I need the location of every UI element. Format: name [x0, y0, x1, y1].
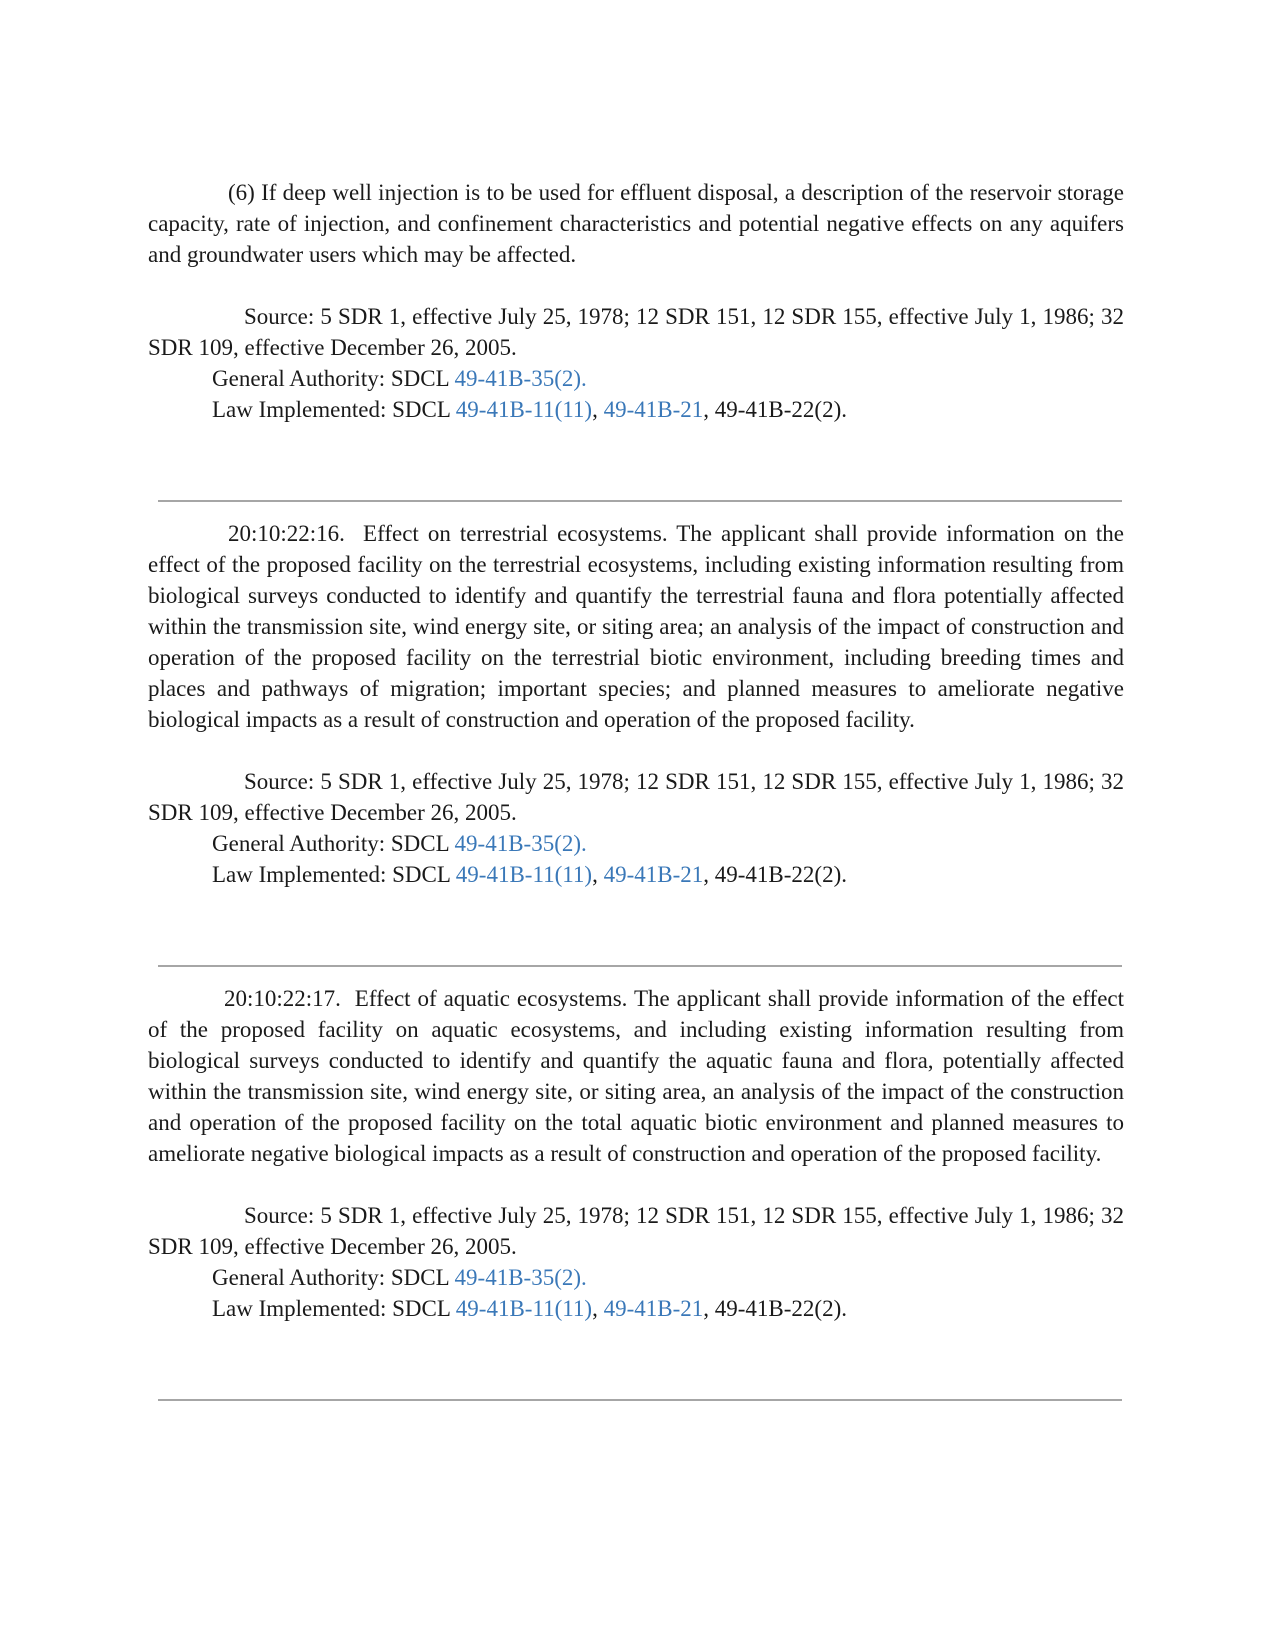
law-link-1[interactable]: 49-41B-11(11) — [455, 397, 593, 422]
law-separator: , — [592, 1296, 604, 1321]
intro-paragraph: (6) If deep well injection is to be used for effluent disposal, a description of the reservoir storage capacity, rate of injection, and confinement characteristics and potential negative effects on any aquifers and groundwater users which may be affected. — [148, 180, 1124, 267]
law-link-1[interactable]: 49-41B-11(11) — [455, 862, 593, 887]
section-divider — [158, 1399, 1122, 1401]
general-authority — [148, 363, 1124, 394]
document-page — [148, 177, 1124, 1401]
section-16-paragraph — [148, 518, 1124, 735]
law-implemented-label: Law Implemented: SDCL — [212, 862, 456, 887]
source-note: Source: 5 SDR 1, effective July 25, 1978; 12 SDR 151, 12 SDR 155, effective July 1, 1986; 32 SDR 109, effective December 26, 2005. — [148, 1203, 1124, 1259]
law-implemented — [148, 394, 1124, 425]
general-authority-link[interactable]: 49-41B-35(2). — [454, 831, 587, 856]
section-16-text: Effect on terrestrial ecosystems. The applicant shall provide information on the effect of the proposed facility on the terrestrial ecosystems, including existing information resulting from biological surveys conducted to identify and quantify the terrestrial fauna and flora potentially affected within the transmission site, wind energy site, or siting area; an analysis of the impact of construction and operation of the proposed facility on the terrestrial biotic environment, including breeding times and places and pathways of migration; important species; and planned measures to ameliorate negative biological impacts as a result of construction and operation of the proposed facility. — [148, 521, 1125, 732]
source-note: Source: 5 SDR 1, effective July 25, 1978; 12 SDR 151, 12 SDR 155, effective July 1, 1986; 32 SDR 109, effective December 26, 2005. — [148, 304, 1124, 360]
law-implemented-label: Law Implemented: SDCL — [212, 1296, 456, 1321]
general-authority-link[interactable]: 49-41B-35(2). — [454, 366, 587, 391]
general-authority — [148, 1262, 1124, 1293]
general-authority-label: General Authority: SDCL — [212, 366, 455, 391]
law-implemented-label: Law Implemented: SDCL — [212, 397, 456, 422]
law-implemented — [148, 859, 1124, 890]
law-tail: , 49-41B-22(2). — [703, 862, 847, 887]
section-17-text: Effect of aquatic ecosystems. The applicant shall provide information of the effect of the proposed facility on aquatic ecosystems, and including existing information resulting from biological surveys conducted to identify and quantify the aquatic fauna and flora, potentially affected within the transmission site, wind energy site, or siting area, an analysis of the impact of the construction and operation of the proposed facility on the total aquatic biotic environment and planned measures to ameliorate negative biological impacts as a result of construction and operation of the proposed facility. — [148, 986, 1125, 1166]
law-link-2[interactable]: 49-41B-21 — [603, 1296, 704, 1321]
section-17-number: 20:10:22:17. — [224, 986, 341, 1011]
section-16-number: 20:10:22:16. — [228, 521, 345, 546]
general-authority-label: General Authority: SDCL — [212, 1265, 455, 1290]
law-link-2[interactable]: 49-41B-21 — [603, 397, 704, 422]
section-17-paragraph — [148, 983, 1124, 1169]
law-link-1[interactable]: 49-41B-11(11) — [455, 1296, 593, 1321]
law-implemented — [148, 1293, 1124, 1324]
law-tail: , 49-41B-22(2). — [703, 397, 847, 422]
general-authority — [148, 828, 1124, 859]
law-separator: , — [592, 862, 604, 887]
law-link-2[interactable]: 49-41B-21 — [603, 862, 704, 887]
source-note: Source: 5 SDR 1, effective July 25, 1978; 12 SDR 151, 12 SDR 155, effective July 1, 1986; 32 SDR 109, effective December 26, 2005. — [148, 769, 1124, 825]
general-authority-label: General Authority: SDCL — [212, 831, 455, 856]
law-separator: , — [592, 397, 604, 422]
law-tail: , 49-41B-22(2). — [703, 1296, 847, 1321]
general-authority-link[interactable]: 49-41B-35(2). — [454, 1265, 587, 1290]
